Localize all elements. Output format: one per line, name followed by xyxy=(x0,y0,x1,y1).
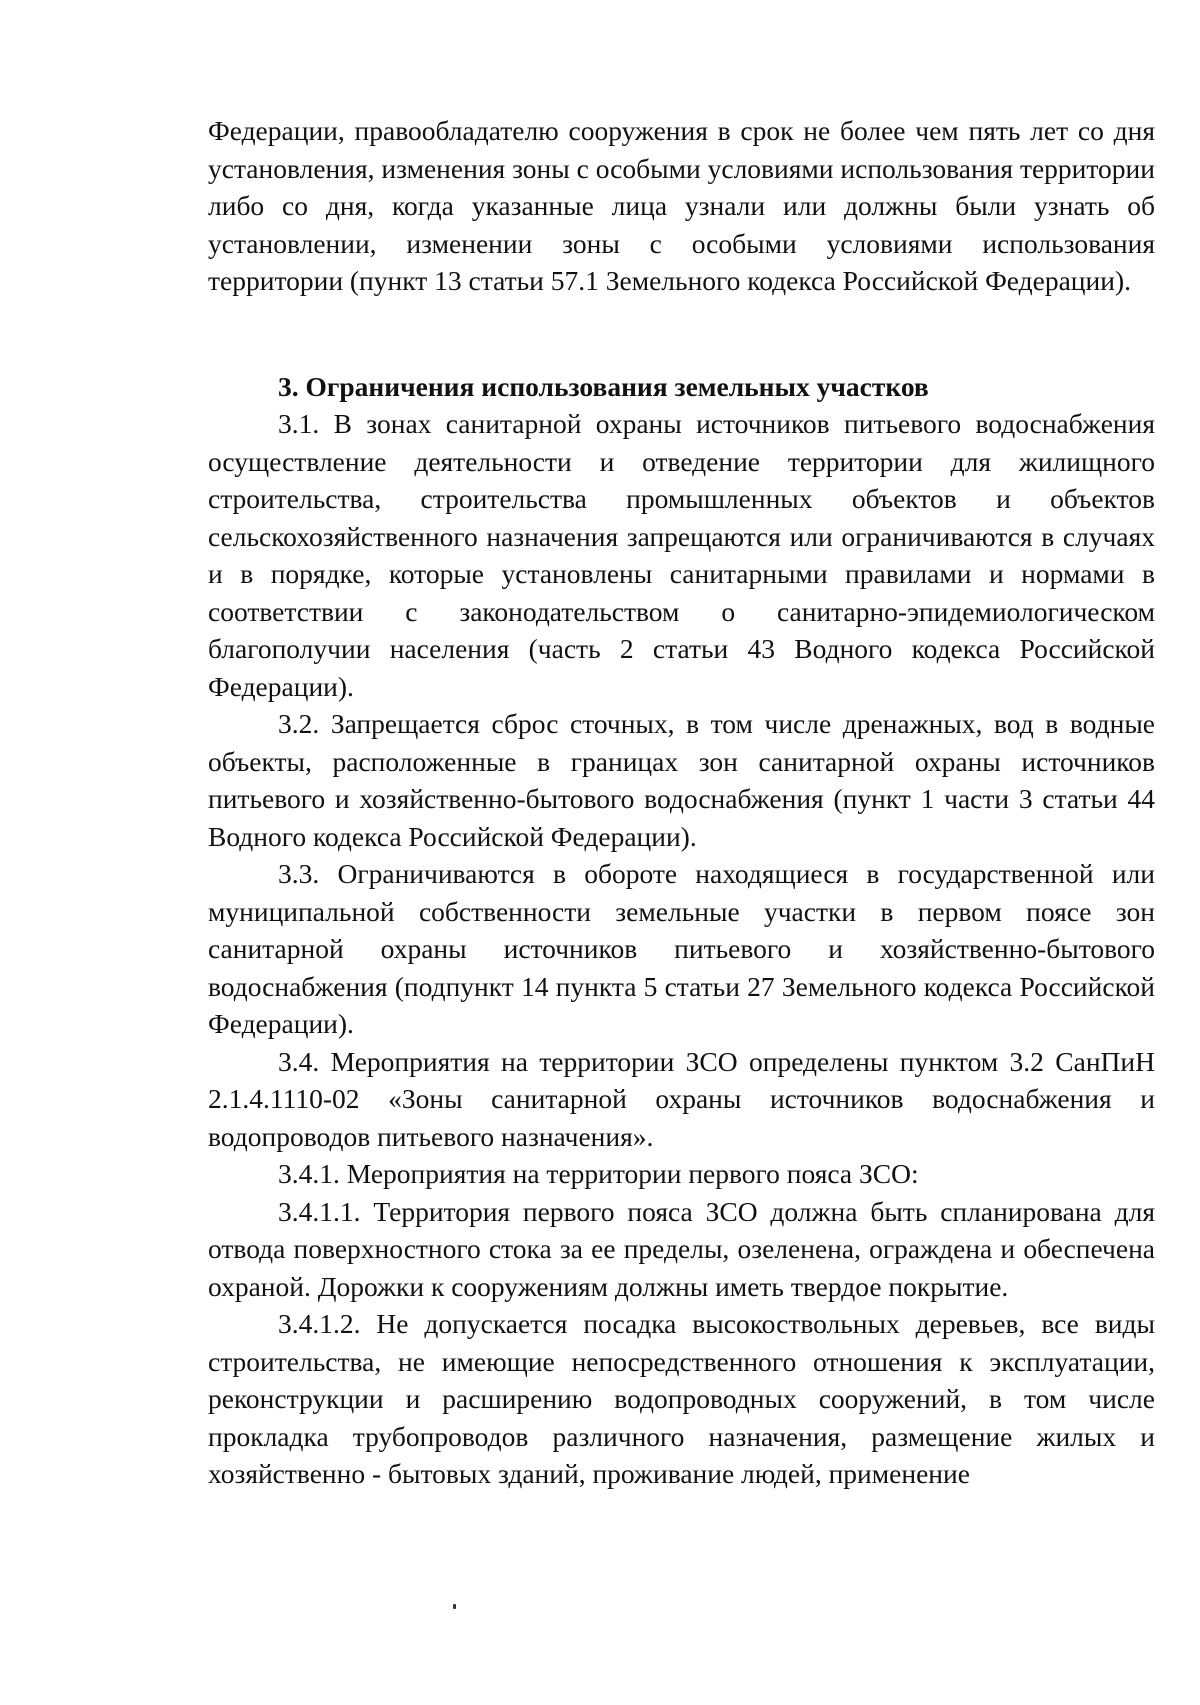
body-text xyxy=(208,405,1155,1493)
scan-dot-mark xyxy=(453,1604,456,1609)
paragraph-3-4-1: 3.4.1. Мероприятия на территории первого пояса ЗСО: xyxy=(278,1158,919,1189)
paragraph-3-4-1-1: 3.4.1.1. Территория первого пояса ЗСО должна быть спланирована для отвода поверхностного стока за ее пределы, озеленена, ограждена и обеспечена охраной. Дорожки к сооружениям должны иметь твердое покрытие. xyxy=(208,1195,1155,1302)
paragraph-3-1: 3.1. В зонах санитарной охраны источников питьевого водоснабжения осуществление деятельности и отведение территории для жилищного строительства, строительства промышленных объектов и объектов сельскохозяйственного назначения запрещаются или ограничиваются в случаях и в порядке, которые установлены санитарными правилами и нормами в соответствии с законодательством о санитарно-эпидемиологическом благополучии населения (часть 2 статьи 43 Водного кодекса Российской Федерации). xyxy=(208,408,1155,702)
intro-paragraph-block xyxy=(208,112,1155,300)
section-heading: 3. Ограничения использования земельных участков xyxy=(278,371,929,402)
paragraph-3-2: 3.2. Запрещается сброс сточных, в том числе дренажных, вод в водные объекты, расположенные в границах зон санитарной охраны источников питьевого и хозяйственно-бытового водоснабжения (пункт 1 части 3 статьи 44 Водного кодекса Российской Федерации). xyxy=(208,708,1155,852)
paragraph-3-4-1-2: 3.4.1.2. Не допускается посадка высокоствольных деревьев, все виды строительства, не имеющие непосредственного отношения к эксплуатации, реконструкции и расширению водопроводных сооружений, в том числе прокладка трубопроводов различного назначения, размещение жилых и хозяйственно - бытовых зданий, проживание людей, применение xyxy=(208,1308,1155,1489)
paragraph-3-3: 3.3. Ограничиваются в обороте находящиеся в государственной или муниципальной собственности земельные участки в первом поясе зон санитарной охраны источников питьевого и хозяйственно-бытового водоснабжения (подпункт 14 пункта 5 статьи 27 Земельного кодекса Российской Федерации). xyxy=(208,858,1155,1039)
paragraph-3-4: 3.4. Мероприятия на территории ЗСО определены пунктом 3.2 СанПиН 2.1.4.1110-02 «Зоны санитарной охраны источников водоснабжения и водопроводов питьевого назначения». xyxy=(208,1045,1155,1152)
intro-paragraph: Федерации, правообладателю сооружения в срок не более чем пять лет со дня установления, изменения зоны с особыми условиями использования территории либо со дня, когда указанные лица узнали или должны были узнать об установлении, изменении зоны с особыми условиями использования территории (пункт 13 статьи 57.1 Земельного кодекса Российской Федерации). xyxy=(208,115,1155,296)
